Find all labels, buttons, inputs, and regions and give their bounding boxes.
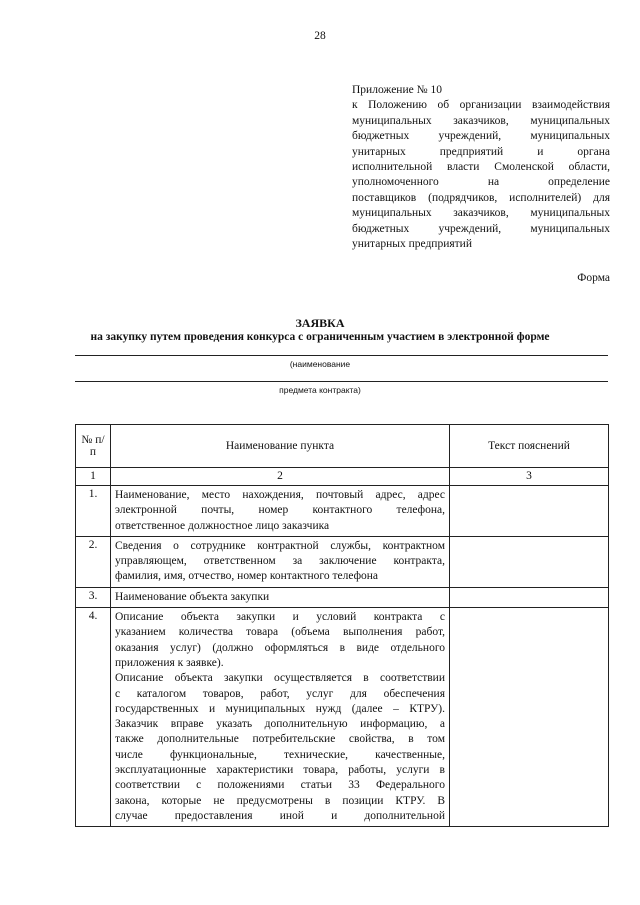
row-text-line: приложения к заявке). xyxy=(115,656,224,669)
row-text-line: фамилия, имя, отчество, номер контактного телефона xyxy=(115,570,379,583)
document-title: ЗАЯВКА xyxy=(295,316,345,330)
row-explanation xyxy=(450,536,609,587)
row-number: 1. xyxy=(76,486,111,537)
row-text-line: Наименование объекта закупки xyxy=(115,590,270,603)
index-cell: 1 xyxy=(76,468,111,486)
row-text xyxy=(111,536,450,587)
table-index-row xyxy=(76,468,609,486)
row-text-line: указанием количества товара (объема выполнения работ, xyxy=(115,626,445,639)
appendix-line: бюджетных учреждений, муниципальных xyxy=(352,222,610,235)
table-row xyxy=(76,486,609,537)
index-cell: 2 xyxy=(111,468,450,486)
document-subtitle: на закупку путем проведения конкурса с ограниченным участием в электронной форме xyxy=(90,331,550,343)
row-text-line: ответственное должностное лицо заказчика xyxy=(115,519,330,532)
row-text xyxy=(111,608,450,827)
appendix-line: уполномоченного на определение xyxy=(352,176,610,189)
row-number: 2. xyxy=(76,536,111,587)
row-text-line: Сведения о сотруднике контрактной службы, контрактном xyxy=(115,539,445,552)
appendix-line: унитарных предприятий xyxy=(352,238,472,251)
row-text-line: Наименование, место нахождения, почтовый адрес, адрес xyxy=(115,489,445,501)
table-row xyxy=(76,536,609,587)
row-text-line: Описание объекта закупки и условий контракта с xyxy=(115,611,445,624)
header-number: № п/п xyxy=(76,425,111,468)
row-text-line: Заказчик вправе указать дополнительную информацию, а xyxy=(115,718,445,731)
row-explanation xyxy=(450,608,609,827)
row-text xyxy=(111,486,450,537)
row-number: 3. xyxy=(76,587,111,607)
row-text-line: эксплуатационные характеристики товара, работы, услуги в xyxy=(115,764,445,777)
header-item-name: Наименование пункта xyxy=(111,425,450,468)
row-text-line: также дополнительные потребительские свойства, в том xyxy=(115,733,445,746)
row-text-line: государственных и муниципальных нужд (далее – КТРУ). xyxy=(115,702,445,715)
appendix-line: муниципальных заказчиков, муниципальных xyxy=(352,207,610,220)
caption-subject: предмета контракта) xyxy=(279,385,361,395)
row-text-line: с каталогом товаров, работ, услуг для обеспечения xyxy=(115,687,445,700)
appendix-line: к Положению об организации взаимодействия xyxy=(352,99,610,112)
row-text xyxy=(111,587,450,607)
row-number: 4. xyxy=(76,608,111,827)
row-text-line: соответствии с положениями статьи 33 Федерального xyxy=(115,779,445,792)
page-number: 28 xyxy=(314,30,326,42)
row-explanation xyxy=(450,587,609,607)
row-text-line: закона, которые не предусмотрены в позиции КТРУ. В xyxy=(115,794,445,807)
table-row xyxy=(76,608,609,827)
appendix-line: исполнительной власти Смоленской области, xyxy=(352,161,610,174)
row-text-line: случае предоставления иной и дополнительной xyxy=(115,809,445,822)
table-row xyxy=(76,587,609,607)
appendix-line: муниципальных заказчиков, муниципальных xyxy=(352,114,610,127)
appendix-line: поставщиков (подрядчиков, исполнителей) для xyxy=(352,191,610,204)
appendix-title: Приложение № 10 xyxy=(352,84,442,96)
row-explanation xyxy=(450,486,609,537)
appendix-line: бюджетных учреждений, муниципальных xyxy=(352,130,610,143)
index-cell: 3 xyxy=(450,468,609,486)
table-header-row xyxy=(76,425,609,468)
row-text-line: электронной почты, номер контактного телефона, xyxy=(115,504,445,517)
row-text-line: оказания услуг) (должно оформляться в виде отдельного xyxy=(115,641,445,654)
appendix-line: унитарных предприятий и органа xyxy=(352,145,610,158)
items-table xyxy=(75,424,609,827)
row-text-line: управляющем, ответственном за заключение контракта, xyxy=(115,555,445,568)
fill-in-line xyxy=(75,381,608,382)
fill-in-line xyxy=(75,355,608,356)
row-text-line: Описание объекта закупки осуществляется в соответствии xyxy=(115,672,445,685)
row-text-line: числе функциональные, технические, качественные, xyxy=(115,748,445,761)
header-explanation: Текст пояснений xyxy=(450,425,609,468)
caption-name: (наименование xyxy=(289,359,351,369)
appendix-block xyxy=(352,83,610,252)
form-label: Форма xyxy=(577,272,610,284)
